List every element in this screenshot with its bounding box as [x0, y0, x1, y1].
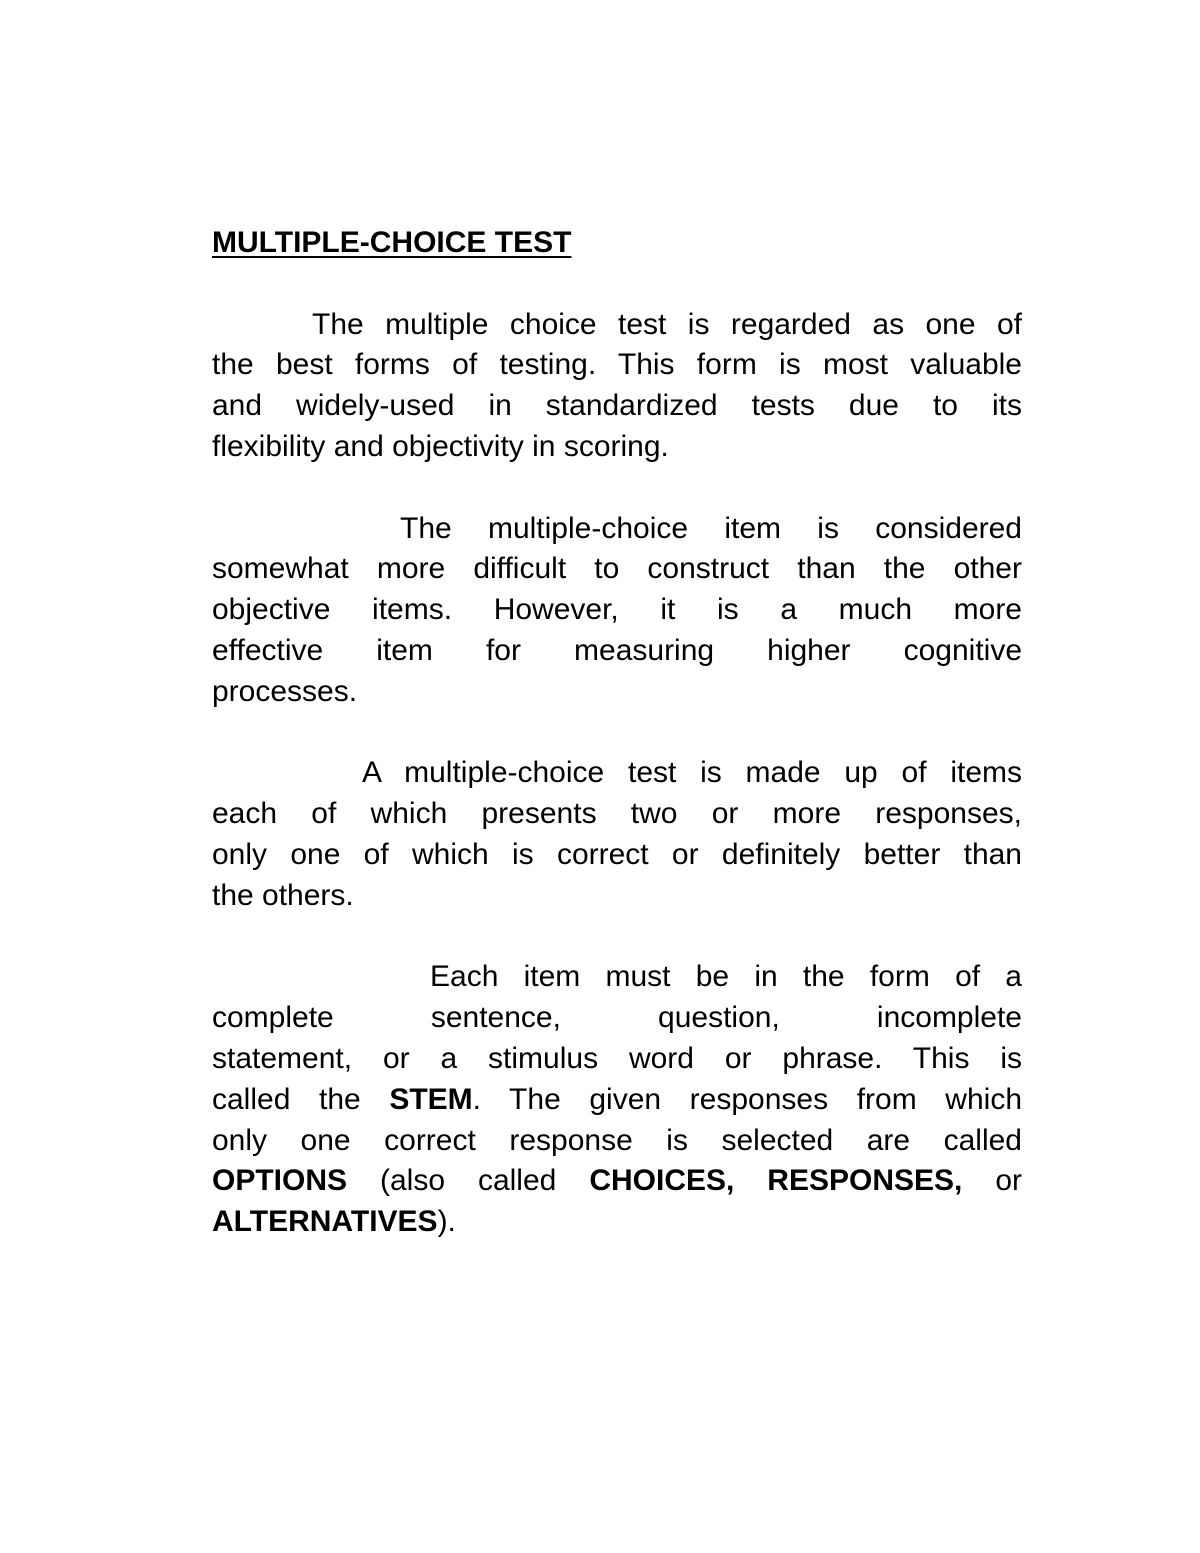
paragraph [212, 957, 1022, 1243]
text-segment: the others. [212, 878, 354, 912]
text-segment: the best forms of testing. This form is most valuable [212, 348, 1022, 382]
text-segment: each of which presents two or more responses, [212, 797, 1022, 831]
bold-term: STEM [389, 1082, 473, 1116]
text-line [212, 876, 1022, 917]
document-page [212, 223, 1022, 1243]
bold-term: ALTERNATIVES [212, 1205, 438, 1239]
text-line [212, 835, 1022, 876]
text-line [212, 998, 1022, 1039]
text-segment: . The given responses from which [472, 1082, 1022, 1116]
text-line [212, 590, 1022, 631]
text-line [212, 1121, 1022, 1162]
text-line [212, 794, 1022, 835]
text-segment: statement, or a stimulus word or phrase. This is [212, 1041, 1022, 1075]
text-line [212, 1080, 1022, 1121]
text-line [212, 1202, 1022, 1243]
text-line [212, 305, 1022, 346]
text-line [212, 672, 1022, 713]
text-segment: Each item must be in the form of a [430, 960, 1022, 994]
text-line [212, 386, 1022, 427]
paragraph [212, 305, 1022, 468]
text-segment: only one of which is correct or definitely better than [212, 837, 1022, 871]
text-line [212, 753, 1022, 794]
document-body [212, 264, 1022, 1243]
paragraph-spacer [212, 713, 1022, 754]
text-segment: The multiple choice test is regarded as one of [312, 307, 1022, 341]
text-line [212, 345, 1022, 386]
text-segment: (also called [347, 1164, 590, 1198]
text-segment: objective items. However, it is a much more [212, 593, 1022, 627]
text-line [212, 509, 1022, 550]
text-segment: complete sentence, question, incomplete [212, 1001, 1022, 1035]
text-line [212, 549, 1022, 590]
text-line [212, 427, 1022, 468]
document-title: MULTIPLE-CHOICE TEST [212, 226, 572, 259]
text-segment: A multiple-choice test is made up of items [362, 756, 1022, 790]
text-segment: ). [437, 1205, 456, 1239]
paragraph-spacer [212, 264, 1022, 305]
bold-term: CHOICES, RESPONSES, [589, 1164, 963, 1198]
text-segment: or [962, 1164, 1022, 1198]
text-segment: The multiple-choice item is considered [400, 511, 1022, 545]
bold-term: OPTIONS [212, 1164, 348, 1198]
text-line [212, 631, 1022, 672]
text-segment: processes. [212, 674, 358, 708]
text-segment: called the [212, 1082, 390, 1116]
text-segment: flexibility and objectivity in scoring. [212, 429, 669, 463]
paragraph-spacer [212, 917, 1022, 958]
text-line [212, 1161, 1022, 1202]
paragraph [212, 753, 1022, 916]
paragraph-spacer [212, 468, 1022, 509]
text-line [212, 957, 1022, 998]
paragraph [212, 509, 1022, 713]
text-line [212, 1039, 1022, 1080]
text-segment: effective item for measuring higher cognitive [212, 633, 1022, 667]
text-segment: somewhat more difficult to construct than the other [212, 552, 1022, 586]
text-segment: only one correct response is selected are called [212, 1123, 1022, 1157]
text-segment: and widely-used in standardized tests due to its [212, 389, 1022, 423]
